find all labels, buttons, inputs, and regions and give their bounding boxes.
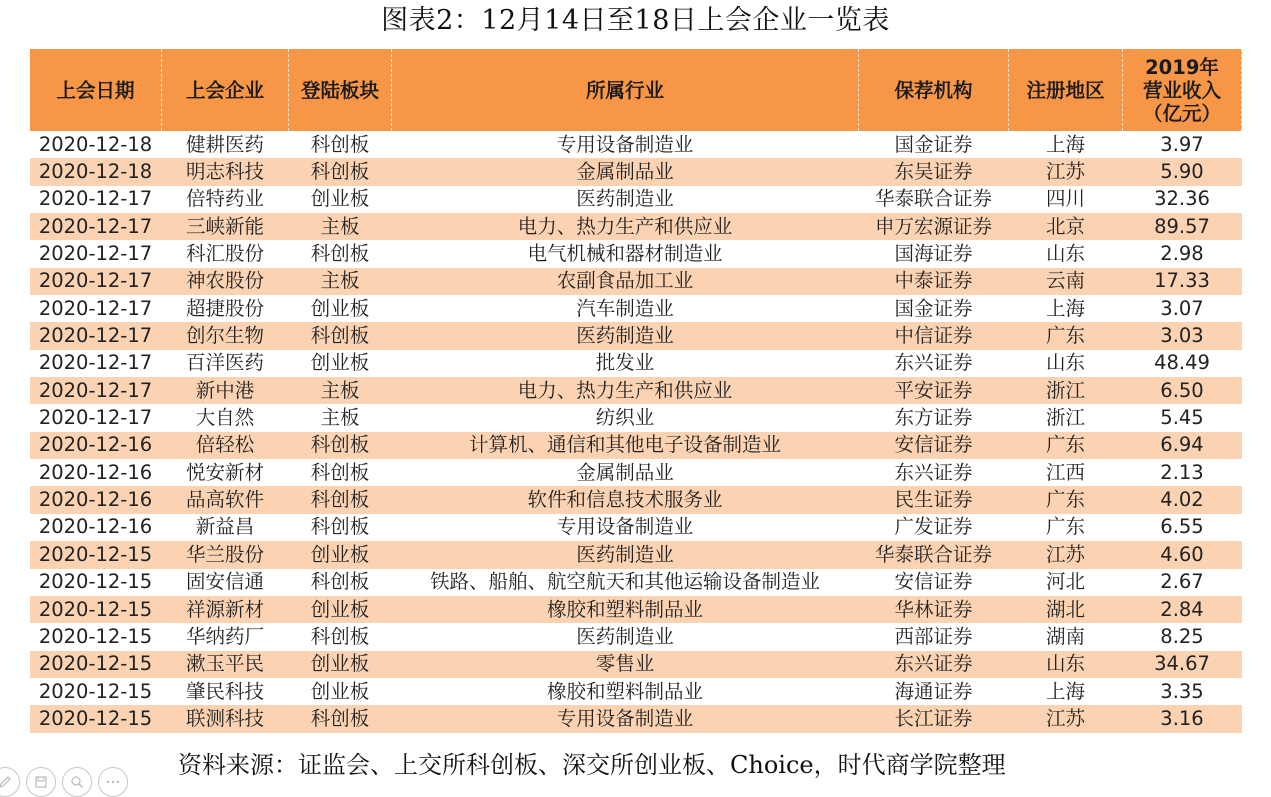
table-row bbox=[30, 432, 1242, 459]
cell-region: 浙江 bbox=[1009, 377, 1123, 404]
table-body bbox=[30, 131, 1242, 733]
cell-board: 科创板 bbox=[289, 569, 392, 596]
cell-company: 神农股份 bbox=[162, 268, 289, 295]
cell-industry: 零售业 bbox=[392, 651, 859, 678]
table-row bbox=[30, 623, 1242, 650]
cell-sponsor: 申万宏源证券 bbox=[859, 213, 1009, 240]
cell-revenue: 89.57 bbox=[1123, 213, 1242, 240]
header-industry: 所属行业 bbox=[392, 49, 859, 131]
table-row bbox=[30, 377, 1242, 404]
cell-industry: 金属制品业 bbox=[392, 459, 859, 486]
cell-industry: 医药制造业 bbox=[392, 623, 859, 650]
cell-region: 上海 bbox=[1009, 295, 1123, 322]
cell-board: 主板 bbox=[289, 404, 392, 431]
cell-company: 祥源新材 bbox=[162, 596, 289, 623]
table-row bbox=[30, 459, 1242, 486]
cell-sponsor: 广发证券 bbox=[859, 514, 1009, 541]
cell-industry: 电气机械和器材制造业 bbox=[392, 240, 859, 267]
cell-revenue: 5.45 bbox=[1123, 404, 1242, 431]
cell-region: 广东 bbox=[1009, 322, 1123, 349]
source-note: 资料来源：证监会、上交所科创板、深交所创业板、Choice，时代商学院整理 bbox=[178, 751, 1006, 779]
cell-date: 2020-12-15 bbox=[30, 623, 162, 650]
cell-industry: 批发业 bbox=[392, 350, 859, 377]
cell-company: 肇民科技 bbox=[162, 678, 289, 705]
cell-region: 江苏 bbox=[1009, 705, 1123, 732]
table-row bbox=[30, 596, 1242, 623]
cell-region: 广东 bbox=[1009, 432, 1123, 459]
cell-sponsor: 平安证券 bbox=[859, 377, 1009, 404]
table-header-row bbox=[30, 49, 1242, 131]
cell-board: 科创板 bbox=[289, 322, 392, 349]
cell-industry: 橡胶和塑料制品业 bbox=[392, 596, 859, 623]
cell-revenue: 4.60 bbox=[1123, 541, 1242, 568]
cell-industry: 铁路、船舶、航空航天和其他运输设备制造业 bbox=[392, 569, 859, 596]
cell-industry: 电力、热力生产和供应业 bbox=[392, 213, 859, 240]
cell-industry: 纺织业 bbox=[392, 404, 859, 431]
table-row bbox=[30, 158, 1242, 185]
cell-board: 科创板 bbox=[289, 158, 392, 185]
cell-date: 2020-12-17 bbox=[30, 295, 162, 322]
cell-company: 新中港 bbox=[162, 377, 289, 404]
table-row bbox=[30, 569, 1242, 596]
cell-company: 百洋医药 bbox=[162, 350, 289, 377]
cell-revenue: 6.50 bbox=[1123, 377, 1242, 404]
cell-date: 2020-12-18 bbox=[30, 131, 162, 158]
table-row bbox=[30, 705, 1242, 732]
cell-date: 2020-12-15 bbox=[30, 678, 162, 705]
cell-industry: 电力、热力生产和供应业 bbox=[392, 377, 859, 404]
cell-revenue: 3.07 bbox=[1123, 295, 1242, 322]
header-revenue-line3: （亿元） bbox=[1142, 101, 1221, 125]
cell-sponsor: 国海证券 bbox=[859, 240, 1009, 267]
cell-sponsor: 中信证券 bbox=[859, 322, 1009, 349]
cell-date: 2020-12-15 bbox=[30, 596, 162, 623]
cell-board: 创业板 bbox=[289, 186, 392, 213]
ipo-review-table bbox=[29, 49, 1242, 733]
cell-sponsor: 海通证券 bbox=[859, 678, 1009, 705]
cell-revenue: 34.67 bbox=[1123, 651, 1242, 678]
cell-industry: 医药制造业 bbox=[392, 541, 859, 568]
table-row bbox=[30, 404, 1242, 431]
cell-sponsor: 安信证券 bbox=[859, 432, 1009, 459]
table-row bbox=[30, 514, 1242, 541]
cell-board: 主板 bbox=[289, 268, 392, 295]
cell-company: 华纳药厂 bbox=[162, 623, 289, 650]
cell-industry: 汽车制造业 bbox=[392, 295, 859, 322]
cell-date: 2020-12-15 bbox=[30, 651, 162, 678]
cell-region: 河北 bbox=[1009, 569, 1123, 596]
cell-board: 科创板 bbox=[289, 131, 392, 158]
cell-sponsor: 安信证券 bbox=[859, 569, 1009, 596]
cell-industry: 橡胶和塑料制品业 bbox=[392, 678, 859, 705]
cell-company: 大自然 bbox=[162, 404, 289, 431]
cell-company: 悦安新材 bbox=[162, 459, 289, 486]
cell-date: 2020-12-15 bbox=[30, 541, 162, 568]
table-row bbox=[30, 486, 1242, 513]
table-row bbox=[30, 651, 1242, 678]
cell-sponsor: 东吴证券 bbox=[859, 158, 1009, 185]
cell-board: 科创板 bbox=[289, 459, 392, 486]
cell-industry: 医药制造业 bbox=[392, 186, 859, 213]
more-icon[interactable] bbox=[98, 767, 128, 797]
cell-region: 云南 bbox=[1009, 268, 1123, 295]
table-row bbox=[30, 350, 1242, 377]
table-row bbox=[30, 240, 1242, 267]
cell-region: 浙江 bbox=[1009, 404, 1123, 431]
cell-industry: 医药制造业 bbox=[392, 322, 859, 349]
cell-region: 广东 bbox=[1009, 486, 1123, 513]
header-board: 登陆板块 bbox=[289, 49, 392, 131]
cell-company: 健耕医药 bbox=[162, 131, 289, 158]
cell-region: 北京 bbox=[1009, 213, 1123, 240]
cell-date: 2020-12-17 bbox=[30, 186, 162, 213]
cell-sponsor: 国金证券 bbox=[859, 295, 1009, 322]
cell-sponsor: 东兴证券 bbox=[859, 350, 1009, 377]
cell-region: 江西 bbox=[1009, 459, 1123, 486]
cell-board: 创业板 bbox=[289, 651, 392, 678]
cell-revenue: 17.33 bbox=[1123, 268, 1242, 295]
table-title: 图表2：12月14日至18日上会企业一览表 bbox=[381, 5, 890, 36]
cell-date: 2020-12-17 bbox=[30, 268, 162, 295]
save-icon[interactable] bbox=[26, 767, 56, 797]
table-row bbox=[30, 131, 1242, 158]
cell-region: 广东 bbox=[1009, 514, 1123, 541]
cell-region: 湖北 bbox=[1009, 596, 1123, 623]
cell-date: 2020-12-17 bbox=[30, 213, 162, 240]
cell-industry: 计算机、通信和其他电子设备制造业 bbox=[392, 432, 859, 459]
table-row bbox=[30, 322, 1242, 349]
cell-sponsor: 民生证券 bbox=[859, 486, 1009, 513]
cell-revenue: 48.49 bbox=[1123, 350, 1242, 377]
cell-industry: 专用设备制造业 bbox=[392, 131, 859, 158]
cell-revenue: 2.67 bbox=[1123, 569, 1242, 596]
cell-board: 创业板 bbox=[289, 295, 392, 322]
cell-revenue: 3.35 bbox=[1123, 678, 1242, 705]
cell-date: 2020-12-15 bbox=[30, 569, 162, 596]
cell-revenue: 32.36 bbox=[1123, 186, 1242, 213]
cell-company: 超捷股份 bbox=[162, 295, 289, 322]
cell-revenue: 2.84 bbox=[1123, 596, 1242, 623]
cell-date: 2020-12-17 bbox=[30, 350, 162, 377]
header-revenue-line2: 营业收入 bbox=[1142, 78, 1221, 102]
cell-industry: 专用设备制造业 bbox=[392, 514, 859, 541]
cell-sponsor: 东兴证券 bbox=[859, 651, 1009, 678]
cell-region: 江苏 bbox=[1009, 541, 1123, 568]
cell-sponsor: 中泰证券 bbox=[859, 268, 1009, 295]
cell-date: 2020-12-18 bbox=[30, 158, 162, 185]
cell-region: 山东 bbox=[1009, 240, 1123, 267]
cell-sponsor: 东方证券 bbox=[859, 404, 1009, 431]
cell-board: 科创板 bbox=[289, 486, 392, 513]
header-revenue bbox=[1123, 49, 1242, 131]
cell-sponsor: 华林证券 bbox=[859, 596, 1009, 623]
cell-revenue: 5.90 bbox=[1123, 158, 1242, 185]
search-icon[interactable] bbox=[62, 767, 92, 797]
cell-company: 创尔生物 bbox=[162, 322, 289, 349]
cell-sponsor: 西部证券 bbox=[859, 623, 1009, 650]
header-region: 注册地区 bbox=[1009, 49, 1123, 131]
cell-company: 联测科技 bbox=[162, 705, 289, 732]
cell-company: 明志科技 bbox=[162, 158, 289, 185]
cell-board: 创业板 bbox=[289, 678, 392, 705]
cell-industry: 农副食品加工业 bbox=[392, 268, 859, 295]
cell-revenue: 3.97 bbox=[1123, 131, 1242, 158]
cell-company: 华兰股份 bbox=[162, 541, 289, 568]
cell-sponsor: 长江证券 bbox=[859, 705, 1009, 732]
cell-revenue: 6.94 bbox=[1123, 432, 1242, 459]
cell-board: 创业板 bbox=[289, 541, 392, 568]
cell-date: 2020-12-17 bbox=[30, 240, 162, 267]
cell-company: 新益昌 bbox=[162, 514, 289, 541]
table-row bbox=[30, 186, 1242, 213]
cell-board: 创业板 bbox=[289, 596, 392, 623]
cell-date: 2020-12-15 bbox=[30, 705, 162, 732]
cell-region: 湖南 bbox=[1009, 623, 1123, 650]
cell-company: 固安信通 bbox=[162, 569, 289, 596]
cell-region: 山东 bbox=[1009, 350, 1123, 377]
cell-company: 漱玉平民 bbox=[162, 651, 289, 678]
cell-sponsor: 华泰联合证券 bbox=[859, 541, 1009, 568]
cell-board: 科创板 bbox=[289, 432, 392, 459]
cell-date: 2020-12-17 bbox=[30, 322, 162, 349]
floating-toolbar bbox=[0, 767, 128, 797]
cell-date: 2020-12-17 bbox=[30, 404, 162, 431]
cell-revenue: 8.25 bbox=[1123, 623, 1242, 650]
cell-revenue: 2.98 bbox=[1123, 240, 1242, 267]
cell-region: 江苏 bbox=[1009, 158, 1123, 185]
cell-revenue: 3.16 bbox=[1123, 705, 1242, 732]
cell-company: 倍特药业 bbox=[162, 186, 289, 213]
cell-board: 科创板 bbox=[289, 623, 392, 650]
cell-revenue: 4.02 bbox=[1123, 486, 1242, 513]
cell-industry: 软件和信息技术服务业 bbox=[392, 486, 859, 513]
cell-company: 品高软件 bbox=[162, 486, 289, 513]
pencil-icon[interactable] bbox=[0, 767, 20, 797]
cell-date: 2020-12-16 bbox=[30, 432, 162, 459]
cell-date: 2020-12-16 bbox=[30, 514, 162, 541]
table-row bbox=[30, 268, 1242, 295]
cell-date: 2020-12-16 bbox=[30, 486, 162, 513]
cell-sponsor: 华泰联合证券 bbox=[859, 186, 1009, 213]
cell-industry: 金属制品业 bbox=[392, 158, 859, 185]
cell-revenue: 3.03 bbox=[1123, 322, 1242, 349]
table-row bbox=[30, 213, 1242, 240]
header-date: 上会日期 bbox=[30, 49, 162, 131]
cell-company: 三峡新能 bbox=[162, 213, 289, 240]
cell-region: 上海 bbox=[1009, 131, 1123, 158]
cell-company: 倍轻松 bbox=[162, 432, 289, 459]
table-row bbox=[30, 295, 1242, 322]
cell-board: 科创板 bbox=[289, 514, 392, 541]
table-row bbox=[30, 678, 1242, 705]
cell-sponsor: 国金证券 bbox=[859, 131, 1009, 158]
cell-industry: 专用设备制造业 bbox=[392, 705, 859, 732]
cell-date: 2020-12-16 bbox=[30, 459, 162, 486]
cell-board: 主板 bbox=[289, 377, 392, 404]
cell-board: 科创板 bbox=[289, 705, 392, 732]
cell-board: 科创板 bbox=[289, 240, 392, 267]
table-row bbox=[30, 541, 1242, 568]
cell-sponsor: 东兴证券 bbox=[859, 459, 1009, 486]
cell-board: 主板 bbox=[289, 213, 392, 240]
header-revenue-line1: 2019年 bbox=[1145, 55, 1219, 79]
cell-board: 创业板 bbox=[289, 350, 392, 377]
cell-region: 山东 bbox=[1009, 651, 1123, 678]
cell-revenue: 2.13 bbox=[1123, 459, 1242, 486]
header-sponsor: 保荐机构 bbox=[859, 49, 1009, 131]
cell-region: 上海 bbox=[1009, 678, 1123, 705]
cell-date: 2020-12-17 bbox=[30, 377, 162, 404]
cell-company: 科汇股份 bbox=[162, 240, 289, 267]
cell-region: 四川 bbox=[1009, 186, 1123, 213]
header-company: 上会企业 bbox=[162, 49, 289, 131]
cell-revenue: 6.55 bbox=[1123, 514, 1242, 541]
